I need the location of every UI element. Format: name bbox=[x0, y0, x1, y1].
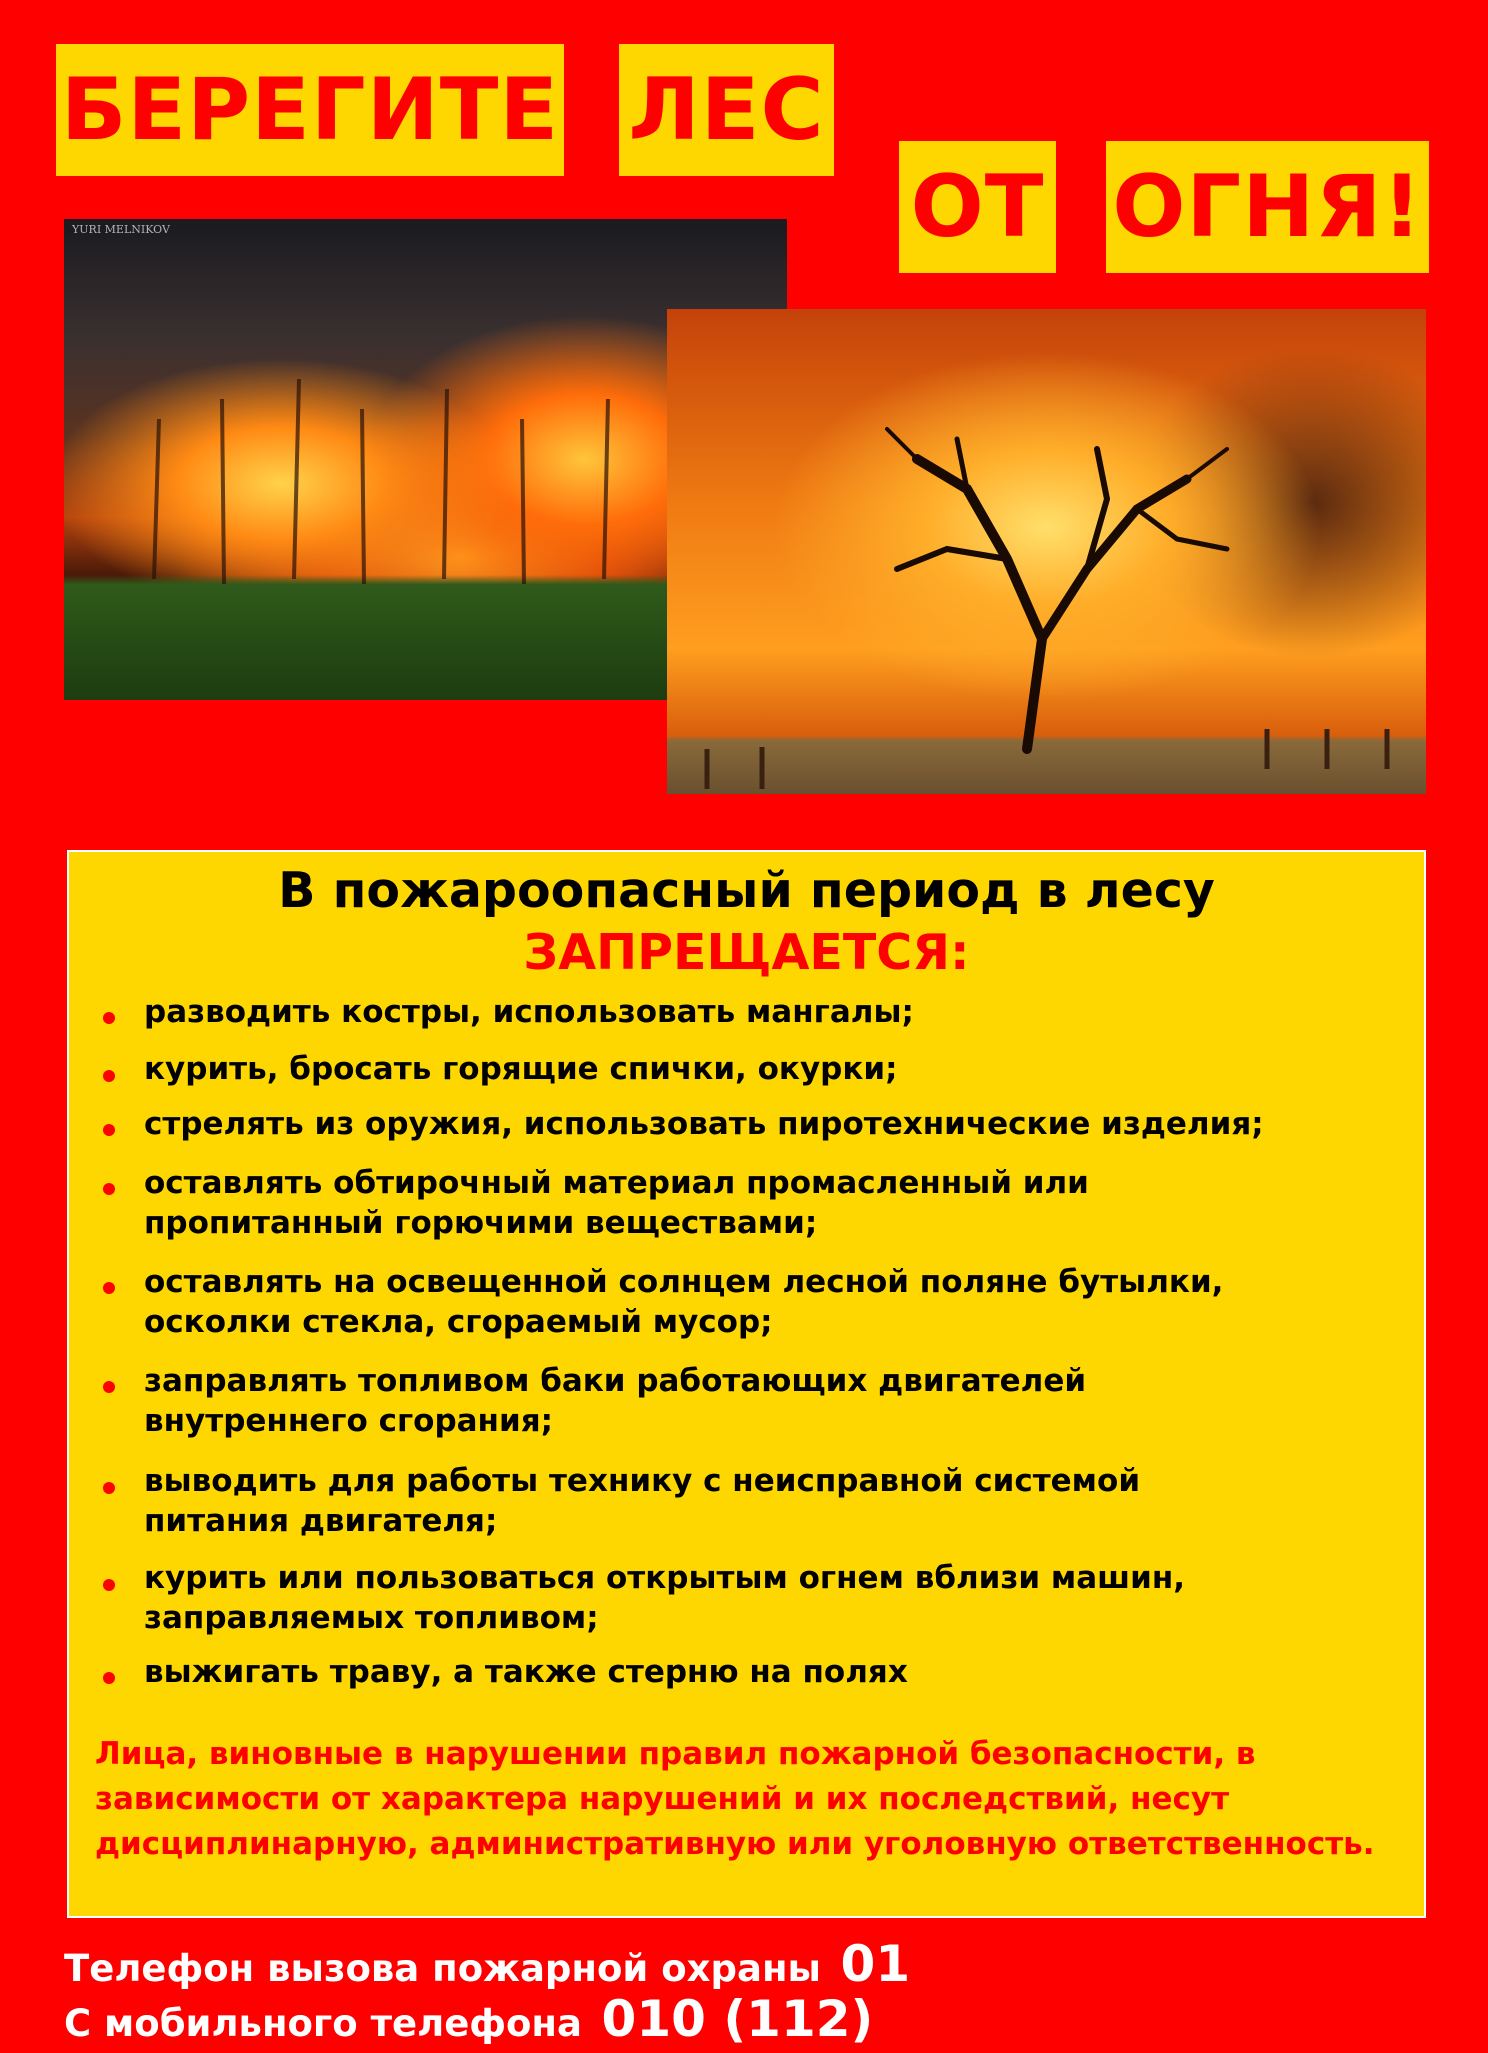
fire-phone-label: Телефон вызова пожарной охраны bbox=[64, 1947, 821, 1990]
rule-item bbox=[144, 1361, 1414, 1441]
rule-text-line: пропитанный горючими веществами; bbox=[144, 1205, 818, 1241]
rule-text-line: оставлять на освещенной солнцем лесной поляне бутылки, bbox=[144, 1264, 1224, 1300]
rule-bullet bbox=[103, 1482, 115, 1494]
mobile-phone-label: С мобильного телефона bbox=[64, 2002, 582, 2045]
mobile-phone-number[interactable]: 010 (112) bbox=[601, 1990, 874, 2048]
title-word-beregite: БЕРЕГИТЕ bbox=[56, 44, 564, 176]
rule-item bbox=[144, 1104, 1414, 1144]
title-word-ognya: ОГНЯ! bbox=[1106, 141, 1429, 273]
rule-text-line: курить или пользоваться открытым огнем вблизи машин, bbox=[144, 1560, 1186, 1596]
rule-bullet bbox=[103, 1282, 115, 1294]
forest-fire-photo-right bbox=[667, 309, 1426, 794]
rule-item bbox=[144, 1558, 1414, 1638]
rule-bullet bbox=[103, 1579, 115, 1591]
rule-item bbox=[144, 1163, 1414, 1243]
rule-bullet bbox=[103, 1070, 115, 1082]
rule-text-line: питания двигателя; bbox=[144, 1503, 498, 1539]
rule-text-line: разводить костры, использовать мангалы; bbox=[144, 994, 914, 1030]
rule-bullet bbox=[103, 1012, 115, 1024]
rule-text-line: заправлять топливом баки работающих двигателей bbox=[144, 1363, 1087, 1399]
rule-text-line: курить, бросать горящие спички, окурки; bbox=[144, 1051, 898, 1087]
liability-warning: Лица, виновные в нарушении правил пожарной безопасности, в зависимости от характера нарушений и их последствий, несут дисциплинарную, административную или уголовную ответственность. bbox=[95, 1736, 1375, 1862]
fire-phone-number[interactable]: 01 bbox=[840, 1935, 911, 1993]
dead-tree-silhouette bbox=[667, 309, 1426, 794]
rule-item bbox=[144, 1652, 1414, 1692]
rule-item bbox=[144, 992, 1414, 1032]
mobile-phone-line bbox=[64, 1990, 873, 2048]
rule-item bbox=[144, 1461, 1414, 1541]
rules-heading: В пожароопасный период в лесу bbox=[278, 862, 1215, 919]
rule-bullet bbox=[103, 1381, 115, 1393]
rule-bullet bbox=[103, 1183, 115, 1195]
rule-item bbox=[144, 1262, 1414, 1342]
rule-text-line: внутреннего сгорания; bbox=[144, 1403, 553, 1439]
rule-bullet bbox=[103, 1672, 115, 1684]
rule-text-line: осколки стекла, сгораемый мусор; bbox=[144, 1304, 773, 1340]
title-word-les: ЛЕС bbox=[619, 44, 834, 176]
rules-forbidden-label: ЗАПРЕЩАЕТСЯ: bbox=[523, 924, 970, 981]
rule-text-line: стрелять из оружия, использовать пиротехнические изделия; bbox=[144, 1106, 1264, 1142]
rule-item bbox=[144, 1049, 1414, 1089]
photo-watermark: YURI MELNIKOV bbox=[72, 223, 170, 236]
rule-text-line: выводить для работы технику с неисправной системой bbox=[144, 1463, 1141, 1499]
title-word-ot: ОТ bbox=[899, 141, 1056, 273]
rule-text-line: оставлять обтирочный материал промасленный или bbox=[144, 1165, 1089, 1201]
rules-panel bbox=[67, 850, 1426, 1918]
rule-text-line: выжигать траву, а также стерню на полях bbox=[144, 1654, 908, 1690]
fire-phone-line bbox=[64, 1935, 910, 1993]
rule-bullet bbox=[103, 1124, 115, 1136]
rule-text-line: заправляемых топливом; bbox=[144, 1600, 599, 1636]
